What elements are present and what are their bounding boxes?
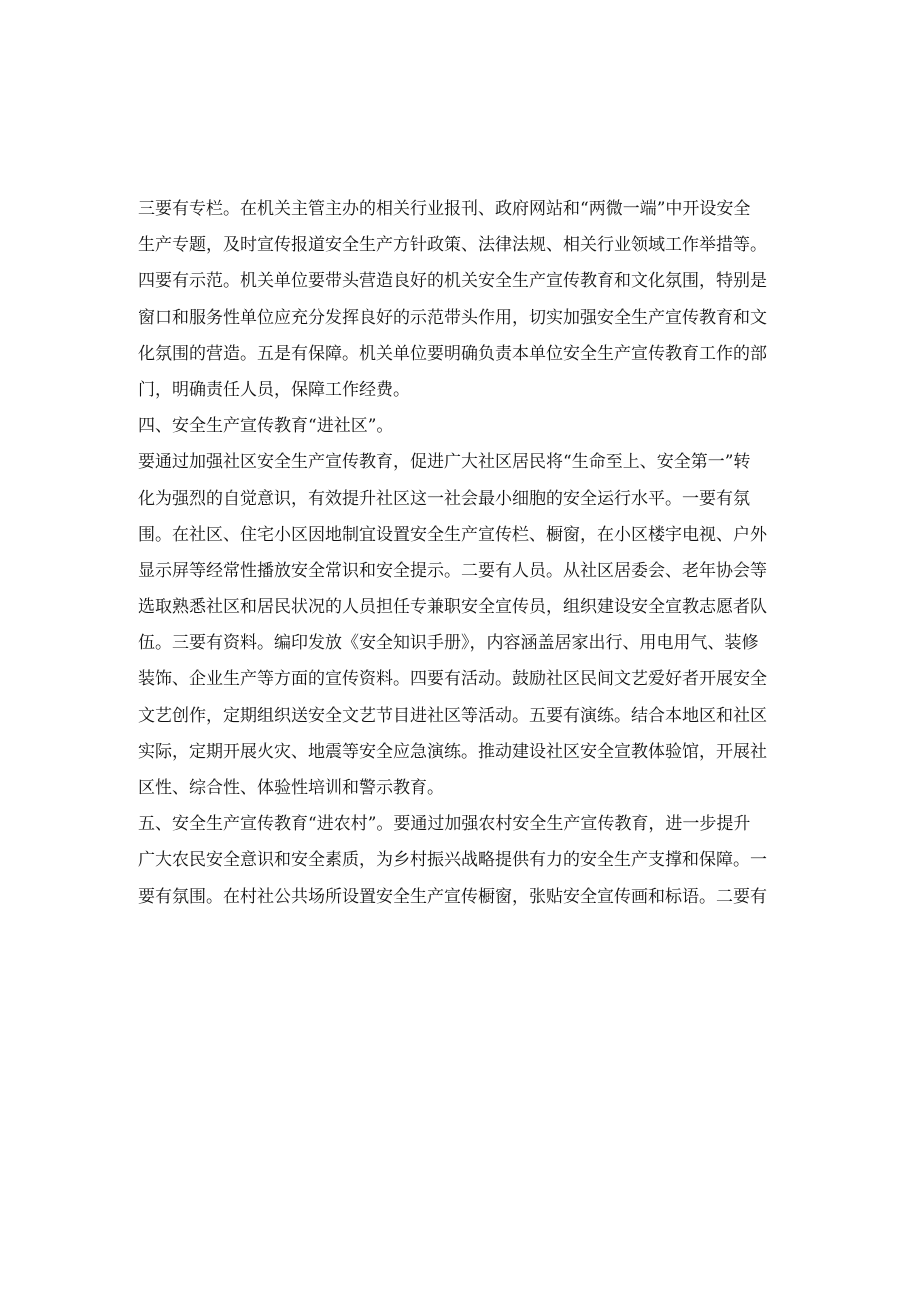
section-heading: 四、安全生产宣传教育“进社区”。 [138,416,394,437]
text-line: 区性、综合性、体验性培训和警示教育。 [138,778,444,798]
text-line: 要通过加强社区安全生产宣传教育，促进广大社区居民将“生命至上、安全第一”转 [138,452,751,473]
text-line: 化为强烈的自觉意识，有效提升社区这一社会最小细胞的安全运行水平。一要有氛 [138,488,750,509]
text-line: 门，明确责任人员，保障工作经费。 [138,379,410,400]
text-line: 生产专题，及时宣传报道安全生产方针政策、法律法规、相关行业领域工作举措等。 [138,235,767,256]
text-line: 化氛围的营造。五是有保障。机关单位要明确负责本单位安全生产宣传教育工作的部 [138,343,767,364]
text-line: 选取熟悉社区和居民状况的人员担任专兼职安全宣传员，组织建设安全宣教志愿者队 [138,597,767,618]
text-line: 四要有示范。机关单位要带头营造良好的机关安全生产宣传教育和文化氛围，特别是 [138,271,767,292]
text-line: 围。在社区、住宅小区因地制宜设置安全生产宣传栏、橱窗，在小区楼宇电视、户外 [138,524,767,545]
text-line: 伍。三要有资料。编印发放《安全知识手册》，内容涵盖居家出行、用电用气、装修 [138,633,759,654]
text-line: 三要有专栏。在机关主管主办的相关行业报刊、政府网站和“两微一端”中开设安全 [138,199,751,219]
text-line: 窗口和服务性单位应充分发挥良好的示范带头作用，切实加强安全生产宣传教育和文 [138,307,767,328]
text-line: 实际，定期开展火灾、地震等安全应急演练。推动建设社区安全宣教体验馆，开展社 [138,741,767,762]
text-line: 装饰、企业生产等方面的宣传资料。四要有活动。鼓励社区民间文艺爱好者开展安全 [138,669,767,690]
body-text [138,191,774,915]
text-line: 文艺创作，定期组织送安全文艺节目进社区等活动。五要有演练。结合本地区和社区 [138,705,767,726]
text-line: 要有氛围。在村社公共场所设置安全生产宣传橱窗，张贴安全宣传画和标语。二要有 [138,886,767,907]
text-line: 显示屏等经常性播放安全常识和安全提示。二要有人员。从社区居委会、老年协会等 [138,560,767,581]
text-line: 五、安全生产宣传教育“进农村”。要通过加强农村安全生产宣传教育，进一步提升 [138,814,751,835]
text-line: 广大农民安全意识和安全素质，为乡村振兴战略提供有力的安全生产支撑和保障。一 [138,850,767,871]
